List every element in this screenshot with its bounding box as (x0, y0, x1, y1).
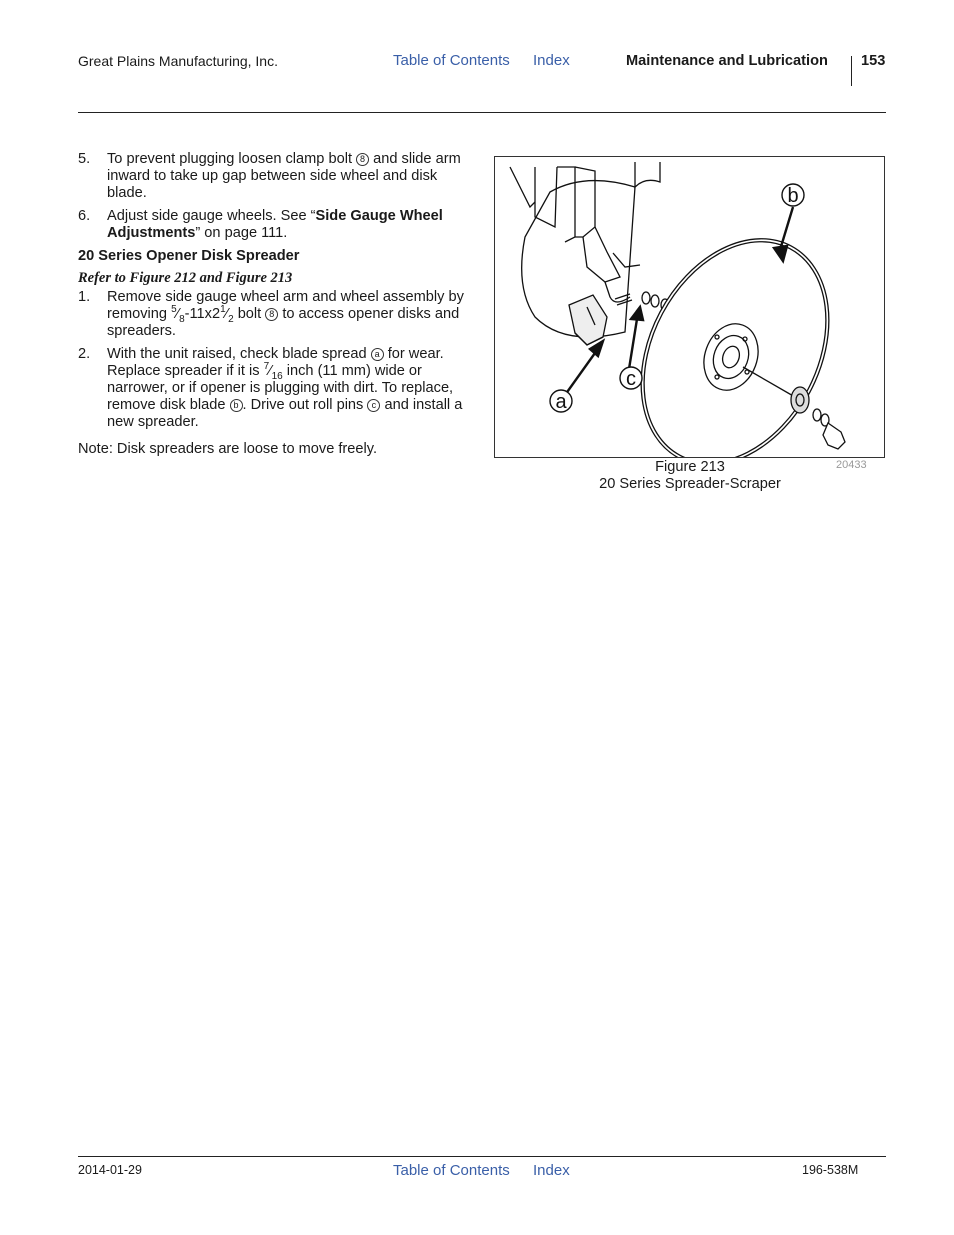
figure-reference: Refer to Figure 212 and Figure 213 (78, 270, 293, 286)
footer-date: 2014-01-29 (78, 1163, 142, 1177)
header-separator (851, 56, 852, 86)
callout-8: 8 (356, 153, 369, 166)
doc-number: 196-538M (802, 1163, 859, 1177)
step-5: 5. To prevent plugging loosen clamp bolt 8 and slide arm inward to take up gap between side wheel and disk blade. (78, 151, 461, 201)
spreader-scraper-illustration (495, 157, 884, 457)
label-a: a (555, 391, 567, 413)
footer-index-link[interactable]: Index (533, 1162, 570, 1179)
label-c: c (626, 368, 636, 390)
step-1: 1. Remove side gauge wheel arm and wheel assembly by removing $^5⁄_8-11x2^1⁄_2$ bolt 8 to access opener disks and spreaders. (78, 289, 464, 339)
figure-id: 20433 (836, 459, 867, 471)
section-heading: 20 Series Opener Disk Spreader (78, 248, 300, 264)
company-name: Great Plains Manufacturing, Inc. (78, 53, 278, 69)
figure-213 (494, 156, 885, 458)
figure-caption-number: Figure 213 (655, 459, 725, 475)
callout-8: 8 (265, 308, 278, 321)
callout-a: a (371, 348, 384, 361)
cross-reference: Side Gauge Wheel Adjustments (107, 208, 443, 241)
callout-c: c (367, 399, 380, 412)
footer-rule (78, 1156, 886, 1157)
header-toc-link[interactable]: Table of Contents (393, 52, 510, 69)
header-index-link[interactable]: Index (533, 52, 570, 69)
step-2: 2. With the unit raised, check blade spread a for wear. Replace spreader if it is $^7⁄_{16}$ inch (11 mm) wide or narrower, or if opener is plugging with dirt. To replace, remove disk blade b . Drive out roll pins c and install a new spreader. (78, 346, 463, 430)
step-6: 6. Adjust side gauge wheels. See “Side Gauge Wheel Adjustments” on page 111. (78, 208, 443, 241)
footer-toc-link[interactable]: Table of Contents (393, 1162, 510, 1179)
page-number: 153 (861, 53, 886, 69)
note: Note: Disk spreaders are loose to move freely. (78, 441, 378, 457)
figure-caption-title: 20 Series Spreader-Scraper (599, 476, 781, 492)
text-column (78, 151, 470, 458)
section-title: Maintenance and Lubrication (626, 53, 828, 69)
label-b: b (787, 185, 799, 207)
header-rule (78, 112, 886, 113)
callout-b: b (230, 399, 243, 412)
